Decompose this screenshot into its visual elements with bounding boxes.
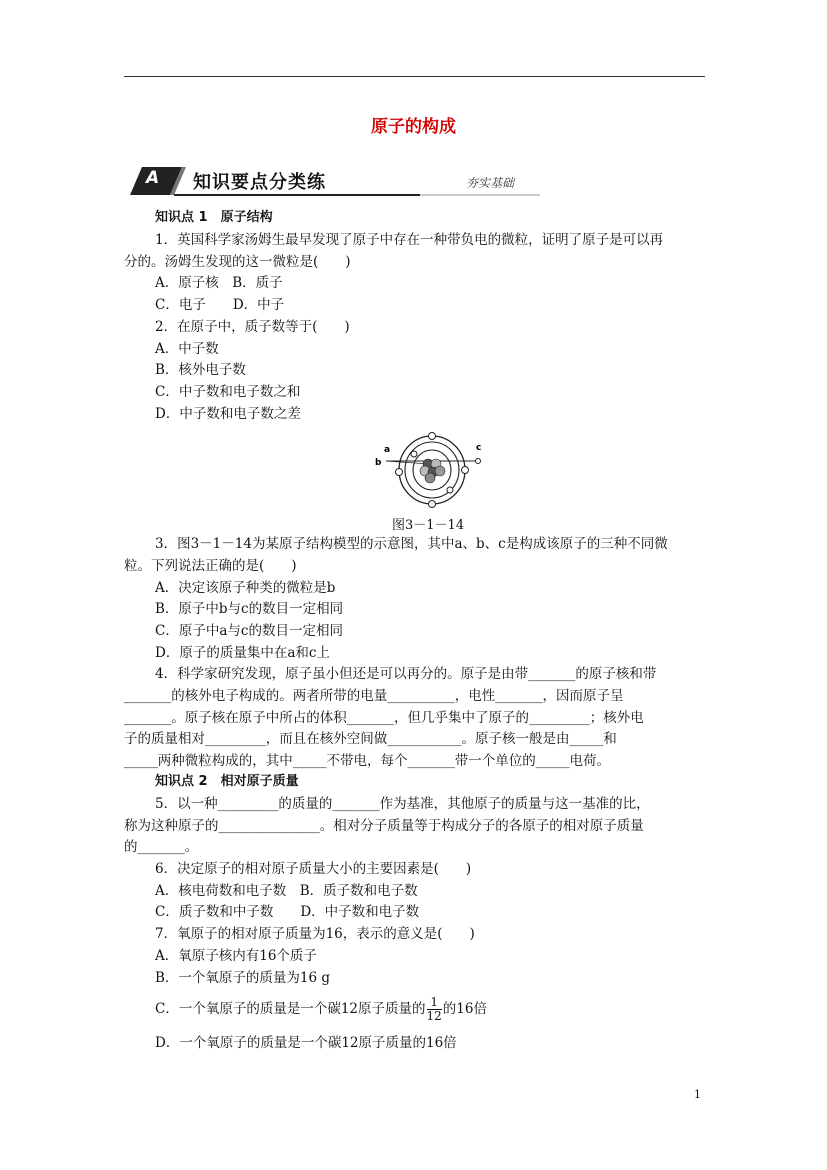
q2-option-d: D．中子数和电子数之差 — [155, 406, 301, 422]
fraction-denominator: 12 — [426, 1009, 442, 1023]
q6-options-cd: C．质子数和中子数 D．中子数和电子数 — [155, 904, 420, 920]
q3-line2: 粒。下列说法正确的是( ) — [124, 558, 297, 574]
figure-label-c: c — [476, 443, 482, 453]
q6-options-ab: A．核电荷数和电子数 B．质子数和电子数 — [155, 883, 418, 899]
q6-stem: 6．决定原子的相对原子质量大小的主要因素是( ) — [155, 861, 472, 877]
q7-option-b: B．一个氧原子的质量为16 g — [155, 970, 331, 986]
banner-heading: 知识要点分类练 — [193, 172, 326, 193]
header-rule — [124, 76, 705, 77]
q4-line1: 4．科学家研究发现，原子虽小但还是可以再分的。原子是由带_______的原子核和带 — [155, 666, 657, 682]
banner-subtitle: 夯实基础 — [466, 176, 515, 190]
q4-line5: _____两种微粒构成的，其中_____不带电，每个_______带一个单位的_____电荷。 — [124, 753, 610, 769]
q4-line2: _______的核外电子构成的。两者所带的电量__________，电性_______，因而原子呈 — [124, 688, 624, 704]
q7-option-a: A．氧原子核内有16个质子 — [155, 948, 317, 964]
q3-line1: 3．图3－1－14为某原子结构模型的示意图，其中a、b、c是构成该原子的三种不同微 — [155, 536, 668, 552]
q7-option-d: D．一个氧原子的质量是一个碳12原子质量的16倍 — [155, 1035, 457, 1051]
banner-badge-letter: A — [146, 168, 160, 188]
fraction-one-twelfth — [427, 996, 442, 1023]
q3-option-b: B．原子中b与c的数目一定相同 — [155, 601, 344, 617]
q7-option-c-suffix: 的16倍 — [442, 1001, 487, 1017]
figure-caption: 图3－1－14 — [392, 518, 465, 533]
q1-options-ab: A．原子核 B．质子 — [155, 275, 283, 291]
q1-line2: 分的。汤姆生发现的这一微粒是( ) — [124, 254, 351, 270]
q4-line4: 子的质量相对_________，而且在核外空间做___________。原子核一般是由_____和 — [124, 731, 617, 747]
q1-options-cd: C．电子 D．中子 — [155, 297, 285, 313]
figure-label-a: a — [384, 445, 391, 455]
atom-model-figure — [372, 428, 484, 512]
q7-option-c — [155, 994, 487, 1024]
section-heading-1: 知识点 1 原子结构 — [155, 210, 273, 225]
fraction-numerator: 1 — [427, 996, 442, 1010]
q2-stem: 2．在原子中，质子数等于( ) — [155, 319, 350, 335]
figure-label-b: b — [375, 458, 382, 468]
q1-line1: 1．英国科学家汤姆生最早发现了原子中存在一种带负电的微粒，证明了原子是可以再 — [155, 232, 664, 248]
q7-stem: 7．氧原子的相对原子质量为16，表示的意义是( ) — [155, 926, 475, 942]
q5-line2: 称为这种原子的_______________。相对分子质量等于构成分子的各原子的相对原子质量 — [124, 818, 644, 834]
q7-option-c-prefix: C．一个氧原子的质量是一个碳12原子质量的 — [155, 1001, 426, 1017]
q2-option-a: A．中子数 — [155, 341, 219, 357]
page-number: 1 — [694, 1088, 701, 1101]
q2-option-c: C．中子数和电子数之和 — [155, 384, 301, 400]
q5-line3: 的_______。 — [124, 839, 199, 855]
section-heading-2: 知识点 2 相对原子质量 — [155, 774, 299, 789]
q4-line3: _______。原子核在原子中所占的体积_______，但几乎集中了原子的_________；核外电 — [124, 710, 644, 726]
q2-option-b: B．核外电子数 — [155, 362, 246, 378]
q3-option-c: C．原子中a与c的数目一定相同 — [155, 623, 343, 639]
q3-option-d: D．原子的质量集中在a和c上 — [155, 645, 330, 661]
page-title: 原子的构成 — [371, 117, 456, 137]
q5-line1: 5．以一种_________的质量的_______作为基准，其他原子的质量与这一基准的比， — [155, 796, 650, 812]
q3-option-a: A．决定该原子种类的微粒是b — [155, 580, 336, 596]
